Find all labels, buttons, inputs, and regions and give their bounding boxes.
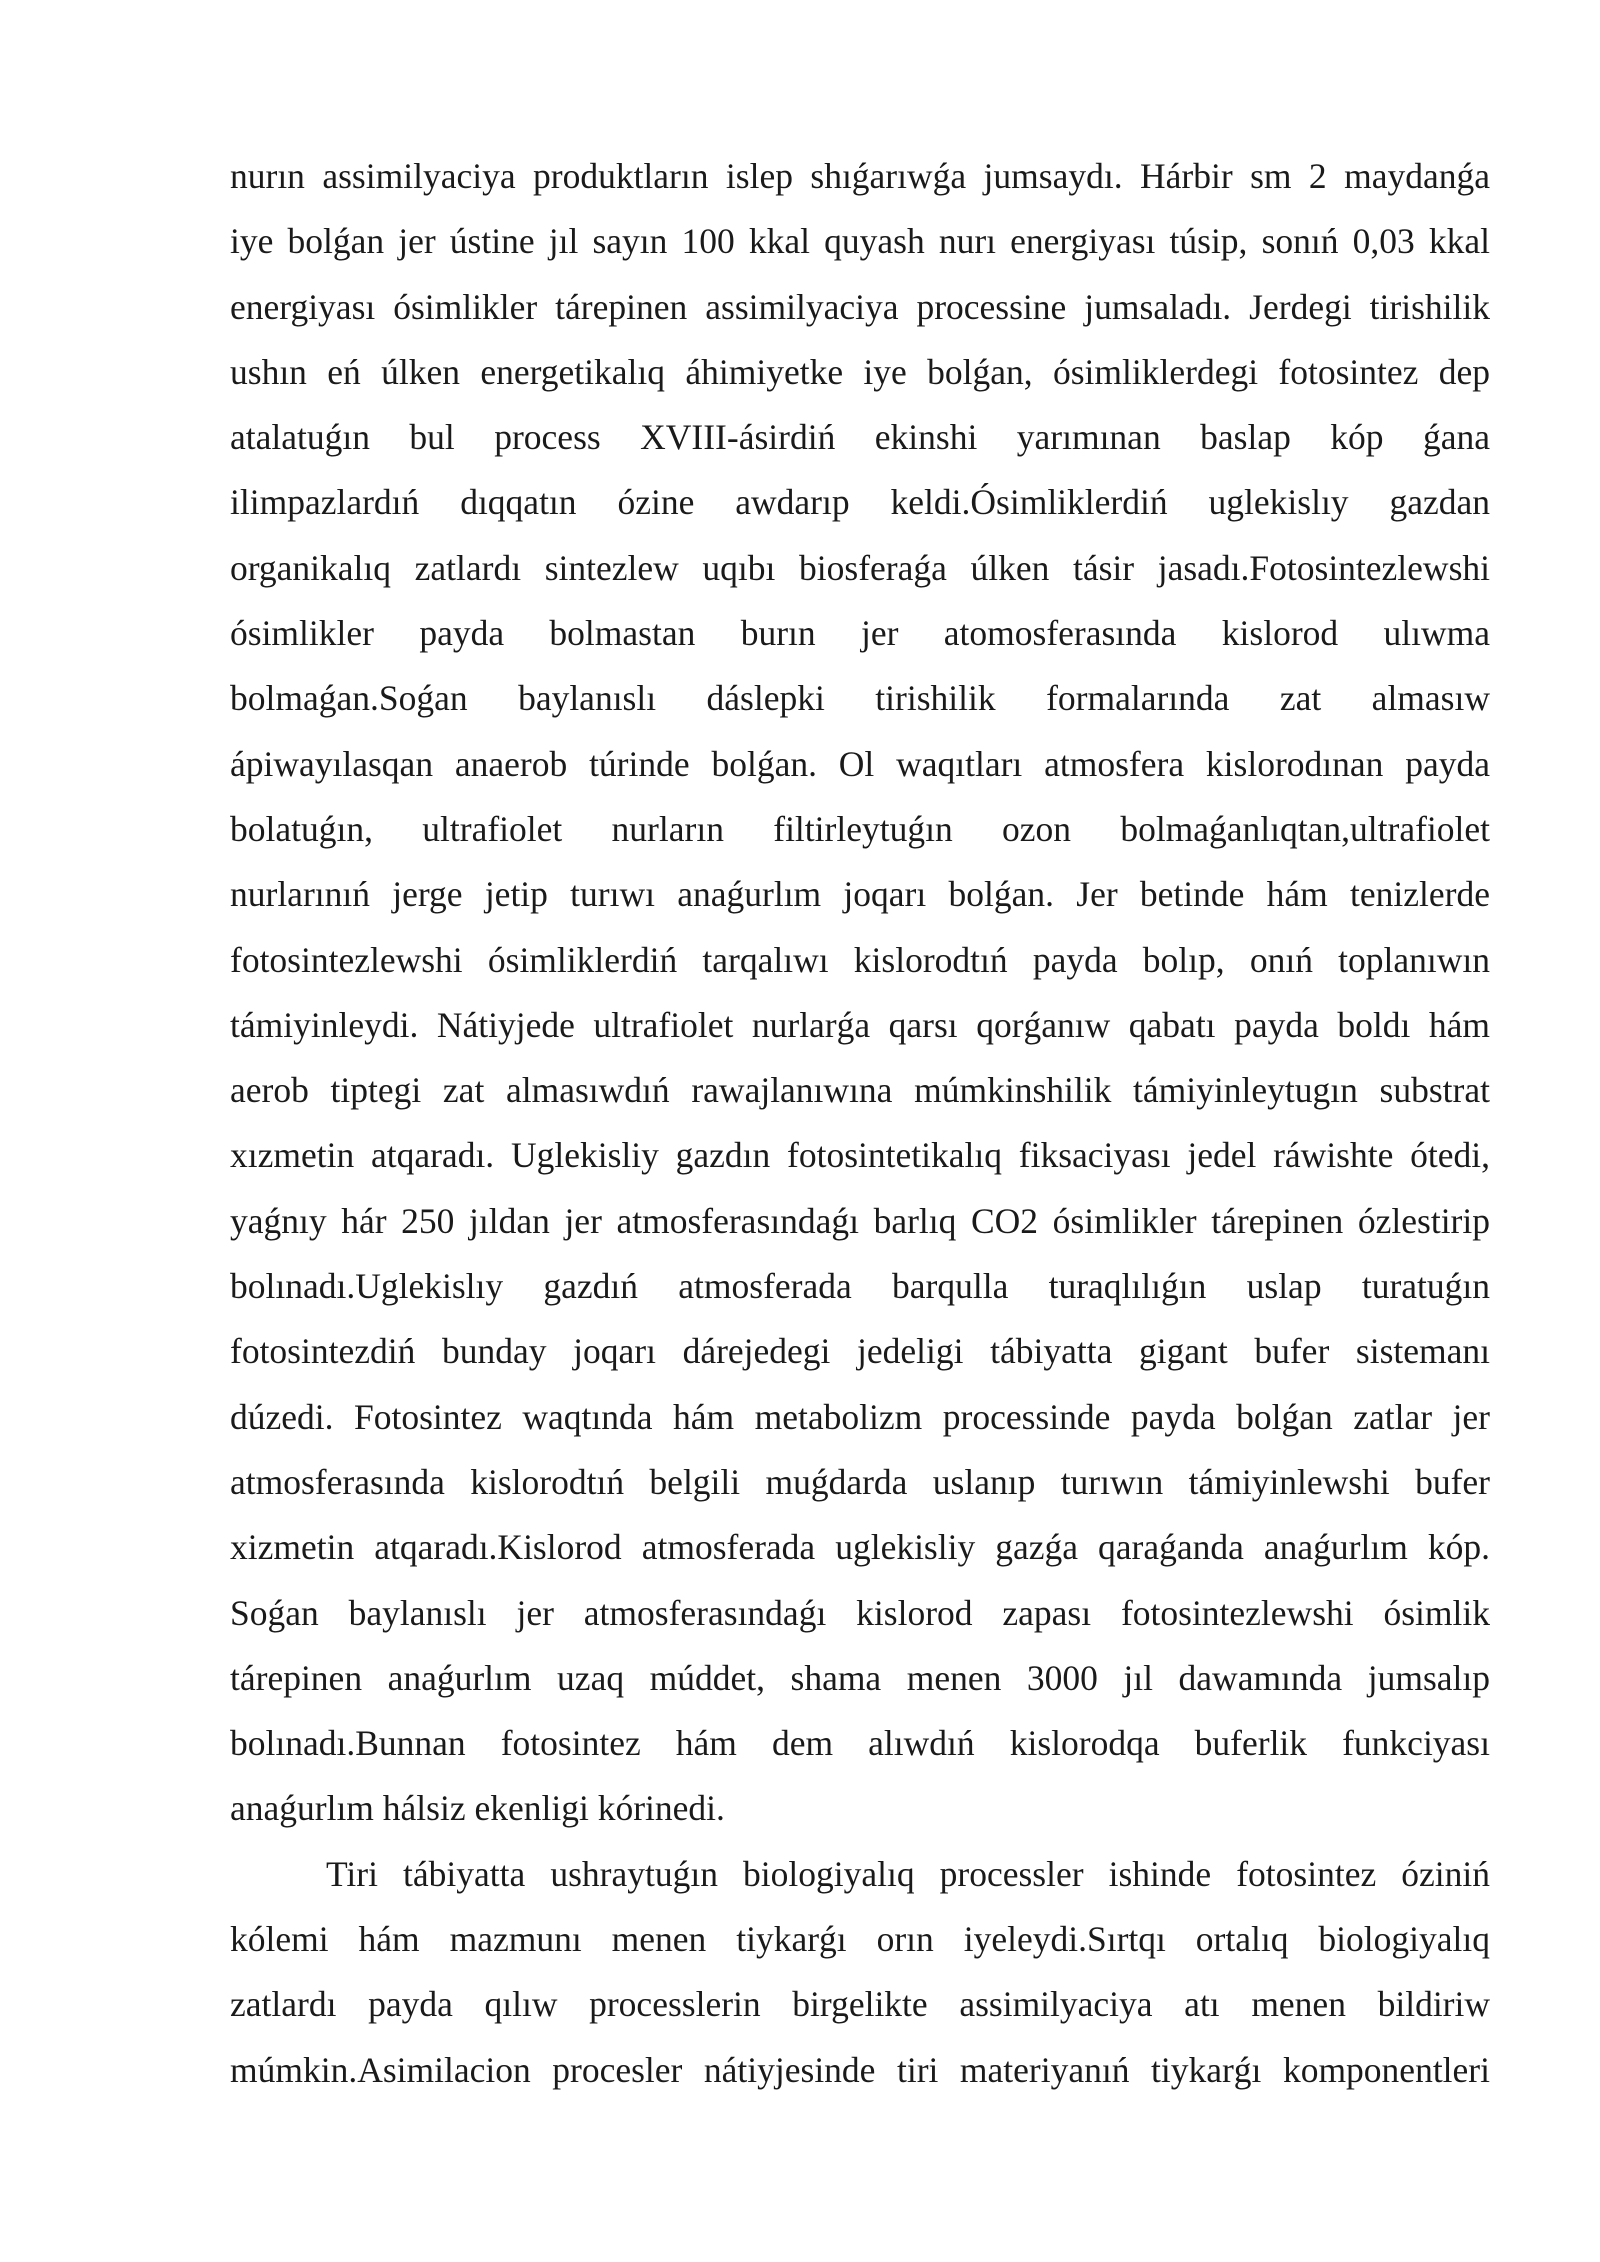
text-line: tárepinen anaǵurlım uzaq múddet, shama menen 3000 jıl dawamında jumsalıp [230, 1657, 1490, 1698]
text-line: nurın assimilyaciya produktların islep shıǵarıwǵa jumsaydı. Hárbir sm 2 maydanǵa [230, 156, 1490, 196]
text-line: Soǵan baylanıslı jer atmosferasındaǵı kislorod zapası fotosintezlewshi ósimlik [230, 1592, 1490, 1633]
text-line: dúzedi. Fotosintez waqtında hám metabolizm processinde payda bolǵan zatlar jer [230, 1396, 1490, 1437]
text-line: aerob tiptegi zat almasıwdıń rawajlanıwına múmkinshilik támiyinleytugın substrat [230, 1070, 1490, 1111]
text-line: bolatuǵın, ultrafiolet nurların filtirleytuǵın ozon bolmaǵanlıqtan,ultrafiolet [230, 808, 1490, 849]
text-line: yaǵnıy hár 250 jıldan jer atmosferasındaǵı barlıq CO2 ósimlikler tárepinen ózlestirip [230, 1200, 1490, 1241]
text-line: ushın eń úlken energetikalıq áhimiyetke iye bolǵan, ósimliklerdegi fotosintez dep [230, 351, 1490, 392]
text-line: támiyinleydi. Nátiyjede ultrafiolet nurlarǵa qarsı qorǵanıw qabatı payda boldı hám [230, 1004, 1490, 1045]
text-line: bolmaǵan.Soǵan baylanıslı dáslepki tirishilik formalarında zat almasıw [230, 678, 1490, 719]
text-line: nurlarınıń jerge jetip turıwı anaǵurlım joqarı bolǵan. Jer betinde hám tenizlerde [230, 874, 1490, 915]
paragraph-end-line: anaǵurlım hálsiz ekenligi kórinedi. [230, 1788, 725, 1829]
text-line: zatlardı payda qılıw processlerin birgelikte assimilyaciya atı menen bildiriw [230, 1984, 1490, 2025]
text-line: ósimlikler payda bolmastan burın jer atomosferasında kislorod ulıwma [230, 613, 1490, 654]
text-line: ilimpazlardıń dıqqatın ózine awdarıp keldi.Ósimliklerdiń uglekislıy gazdan [230, 482, 1490, 523]
text-line: iye bolǵan jer ústine jıl sayın 100 kkal quyash nurı energiyası túsip, sonıń 0,03 kkal [230, 221, 1490, 262]
text-line: bolınadı.Uglekislıy gazdıń atmosferada barqulla turaqlılıǵın uslap turatuǵın [230, 1266, 1490, 1307]
text-line: organikalıq zatlardı sintezlew uqıbı biosferaǵa úlken tásir jasadı.Fotosintezlewshi [230, 547, 1490, 588]
text-line: bolınadı.Bunnan fotosintez hám dem alıwdıń kislorodqa buferlik funkciyası [230, 1723, 1490, 1764]
body-text [230, 144, 1490, 2103]
text-line: múmkin.Asimilacion procesler nátiyjesinde tiri materiyanıń tiykarǵı komponentleri [230, 2049, 1490, 2090]
text-line: xızmetin atqaradı. Uglekisliy gazdın fotosintetikalıq fiksaciyası jedel ráwishte ótedi, [230, 1135, 1490, 1176]
text-line: energiyası ósimlikler tárepinen assimilyaciya processine jumsaladı. Jerdegi tirishilik [230, 286, 1490, 327]
text-line: fotosintezdiń bunday joqarı dárejedegi jedeligi tábiyatta gigant bufer sistemanı [230, 1331, 1490, 1372]
text-line: atmosferasında kislorodtıń belgili muǵdarda uslanıp turıwın támiyinlewshi bufer [230, 1461, 1490, 1502]
text-line: kólemi hám mazmunı menen tiykarǵı orın iyeleydi.Sırtqı ortalıq biologiyalıq [230, 1919, 1490, 1960]
text-line: atalatuǵın bul process XVIII-ásirdiń ekinshi yarımınan baslap kóp ǵana [230, 417, 1490, 458]
text-line: xizmetin atqaradı.Kislorod atmosferada uglekisliy gazǵa qaraǵanda anaǵurlım kóp. [230, 1527, 1490, 1568]
paragraph-first-line: Tiri tábiyatta ushraytuǵın biologiyalıq processler ishinde fotosintez óziniń [326, 1853, 1490, 1894]
text-line: fotosintezlewshi ósimliklerdiń tarqalıwı kislorodtıń payda bolıp, onıń toplanıwın [230, 939, 1490, 980]
text-line: ápiwayılasqan anaerob túrinde bolǵan. Ol waqıtları atmosfera kislorodınan payda [230, 743, 1490, 784]
